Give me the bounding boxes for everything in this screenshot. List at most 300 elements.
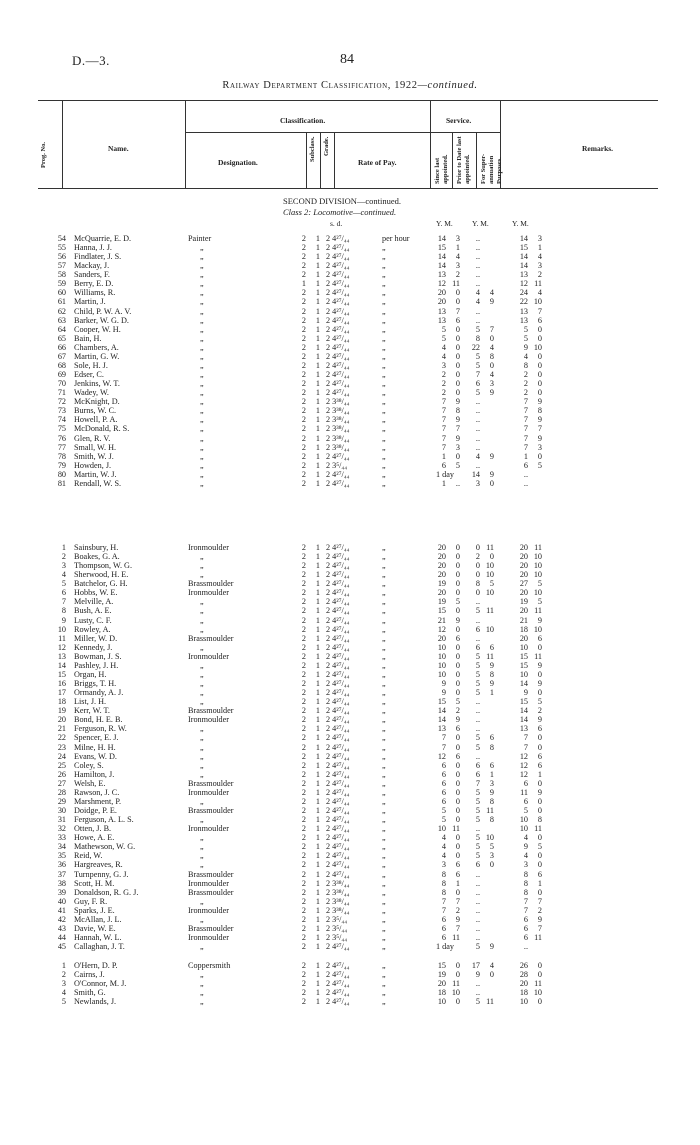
cell-designation: „	[200, 815, 204, 825]
cell-since-years: 9	[441, 688, 446, 698]
cell-grade: 1	[315, 833, 320, 843]
cell-subclass: 2	[301, 660, 306, 670]
cell-since-years: 6	[441, 933, 446, 942]
cell-prior-years: 4	[475, 288, 480, 298]
cell-since-years: 13	[437, 315, 446, 325]
cell-super-years: 7	[523, 406, 528, 416]
cell-designation: „	[200, 660, 204, 670]
cell-subclass: 2	[301, 842, 306, 852]
cell-super-months: 0	[537, 796, 542, 806]
cell-super-months: 9	[537, 715, 542, 725]
cell-super-months: 0	[537, 742, 542, 752]
cell-super-years: 14	[519, 706, 528, 716]
cell-subclass: 2	[301, 561, 306, 571]
cell-since-months: 0	[455, 787, 460, 797]
table-row	[0, 361, 700, 370]
cell-grade: 1	[315, 588, 320, 598]
cell-prior-years: 5	[475, 351, 480, 361]
header-superannuation: For Super-annuation Purposes.	[480, 153, 503, 184]
cell-super-years: 6	[523, 923, 528, 933]
cell-prior-years: 5	[475, 688, 480, 698]
cell-prior-years: ..	[475, 415, 480, 425]
cell-since-months: 0	[455, 451, 460, 461]
cell-subclass: 2	[301, 588, 306, 598]
table-row	[0, 851, 700, 860]
cell-name: Briggs, T. H.	[74, 679, 117, 689]
cell-prog-no: 23	[57, 742, 66, 752]
cell-prog-no: 24	[57, 751, 66, 761]
cell-prior-months: 9	[489, 942, 494, 952]
cell-rate: 2 3³⁸/₄₄	[326, 905, 350, 915]
cell-name: Bain, H.	[74, 333, 102, 343]
cell-rate: 2 4²⁷/₄₄	[326, 606, 350, 616]
cell-rate: 2 4²⁷/₄₄	[326, 360, 350, 370]
table-row	[0, 307, 700, 316]
cell-since-months: 0	[455, 887, 460, 897]
cell-since-months: 0	[455, 688, 460, 698]
cell-super-months: 6	[537, 760, 542, 770]
header-name: Name.	[108, 144, 129, 153]
cell-super-months: 7	[537, 896, 542, 906]
cell-since-years: 6	[441, 796, 446, 806]
cell-super-years: 20	[519, 561, 528, 571]
cell-rate-unit: „	[382, 270, 386, 280]
cell-rate-unit: „	[382, 660, 386, 670]
cell-super-months: 1	[537, 878, 542, 888]
cell-prior-years: 2	[475, 552, 480, 562]
cell-grade: 1	[315, 706, 320, 716]
cell-super-years: 15	[519, 651, 528, 661]
table-row	[0, 815, 700, 824]
cell-prog-no: 27	[57, 778, 66, 788]
table-row	[0, 715, 700, 724]
cell-subclass: 2	[301, 297, 306, 307]
cell-name: Chambers, A.	[74, 342, 119, 352]
cell-rate: 2 4²⁷/₄₄	[326, 315, 350, 325]
cell-rate-unit: „	[382, 543, 386, 552]
cell-name: Pashley, J. H.	[74, 660, 119, 670]
cell-designation: „	[200, 460, 204, 470]
rule-bottom	[38, 188, 658, 189]
cell-since-months: 0	[455, 624, 460, 634]
cell-prior-years: 6	[475, 379, 480, 389]
cell-subclass: 2	[301, 769, 306, 779]
cell-prog-no: 1	[61, 543, 66, 552]
cell-designation: Ironmoulder	[188, 905, 229, 915]
rule-v	[62, 100, 63, 188]
cell-since-years: 7	[441, 433, 446, 443]
cell-super-years: 18	[519, 988, 528, 998]
cell-prog-no: 4	[61, 570, 66, 580]
cell-grade: 1	[315, 733, 320, 743]
cell-prog-no: 76	[57, 433, 66, 443]
cell-since-years: 7	[441, 896, 446, 906]
cell-designation: „	[200, 624, 204, 634]
cell-rate-unit: „	[382, 379, 386, 389]
cell-super-years: 14	[519, 715, 528, 725]
cell-since-years: 1 day	[436, 469, 454, 479]
cell-super-years: 20	[519, 543, 528, 552]
cell-rate-unit: „	[382, 469, 386, 479]
cell-rate-unit: „	[382, 651, 386, 661]
cell-super-years: 2	[523, 370, 528, 380]
cell-prior-years: 4	[475, 297, 480, 307]
cell-since-months: 0	[455, 379, 460, 389]
cell-rate: 2 4²⁷/₄₄	[326, 851, 350, 861]
cell-grade: 1	[315, 942, 320, 952]
cell-super-months: 0	[537, 778, 542, 788]
cell-since-months: 11	[452, 824, 460, 834]
cell-designation: Brassmoulder	[188, 778, 234, 788]
cell-rate-unit: „	[382, 851, 386, 861]
division-text: SECOND DIVISION—continued.	[283, 196, 402, 206]
cell-rate-unit: „	[382, 442, 386, 452]
table-row	[0, 334, 700, 343]
cell-super-months: 0	[537, 851, 542, 861]
cell-designation: „	[200, 243, 204, 253]
cell-rate: 2 4²⁷/₄₄	[326, 270, 350, 280]
cell-designation: „	[200, 606, 204, 616]
cell-designation: „	[200, 306, 204, 316]
cell-prior-years: 5	[475, 742, 480, 752]
cell-rate: 2 3³⁸/₄₄	[326, 878, 350, 888]
cell-subclass: 2	[301, 478, 306, 488]
cell-prog-no: 11	[58, 633, 66, 643]
rule-v	[430, 100, 431, 188]
cell-super-years: 12	[519, 769, 528, 779]
cell-rate: 2 4²⁷/₄₄	[326, 261, 350, 271]
cell-prior-months: 10	[485, 624, 494, 634]
cell-since-years: 12	[437, 279, 446, 289]
cell-rate-unit: „	[382, 688, 386, 698]
cell-rate-unit: „	[382, 942, 386, 952]
cell-super-months: 6	[537, 633, 542, 643]
cell-subclass: 2	[301, 824, 306, 834]
cell-grade: 1	[315, 234, 320, 243]
cell-super-months: 0	[537, 997, 542, 1007]
cell-since-months: 0	[455, 297, 460, 307]
cell-grade: 1	[315, 923, 320, 933]
header-prior: Prior to Date last appointed.	[456, 136, 471, 184]
cell-designation: Coppersmith	[188, 961, 231, 970]
cell-name: Melville, A.	[74, 597, 114, 607]
cell-super-years: 10	[519, 642, 528, 652]
cell-name: Rawson, J. C.	[74, 787, 120, 797]
cell-super-months: 5	[537, 460, 542, 470]
cell-prior-years: 9	[475, 970, 480, 980]
cell-rate-unit: „	[382, 342, 386, 352]
cell-rate: 2 4²⁷/₄₄	[326, 824, 350, 834]
cell-prior-years: 4	[475, 451, 480, 461]
cell-name: Hanna, J. J.	[74, 243, 112, 253]
cell-prior-months: 11	[486, 651, 494, 661]
cell-name: O'Hern, D. P.	[74, 961, 118, 970]
cell-name: Mackay, J.	[74, 261, 110, 271]
cell-name: Sanders, F.	[74, 270, 110, 280]
cell-grade: 1	[315, 433, 320, 443]
table-row	[0, 860, 700, 869]
cell-rate: 2 4²⁷/₄₄	[326, 234, 350, 243]
table-row	[0, 588, 700, 597]
cell-grade: 1	[315, 815, 320, 825]
rule-v	[185, 100, 186, 188]
cell-rate-unit: „	[382, 751, 386, 761]
cell-since-years: 10	[437, 642, 446, 652]
cell-prior-years: ..	[475, 442, 480, 452]
cell-prog-no: 75	[57, 424, 66, 434]
table-row	[0, 870, 700, 879]
cell-super-months: 2	[537, 905, 542, 915]
cell-grade: 1	[315, 778, 320, 788]
cell-prog-no: 74	[57, 415, 66, 425]
cell-designation: „	[200, 688, 204, 698]
cell-since-months: 0	[455, 961, 460, 970]
cell-grade: 1	[315, 615, 320, 625]
cell-grade: 1	[315, 252, 320, 262]
cell-prog-no: 16	[57, 679, 66, 689]
cell-since-years: 13	[437, 724, 446, 734]
cell-prior-years: ..	[475, 706, 480, 716]
cell-designation: „	[200, 433, 204, 443]
cell-grade: 1	[315, 679, 320, 689]
cell-super-years: 8	[523, 878, 528, 888]
cell-prior-months: 6	[489, 642, 494, 652]
cell-rate: 2 4²⁷/₄₄	[326, 342, 350, 352]
cell-super-months: 2	[537, 706, 542, 716]
cell-since-months: 0	[455, 552, 460, 562]
cell-designation: „	[200, 851, 204, 861]
cell-super-months: 1	[537, 243, 542, 253]
cell-rate-unit: „	[382, 760, 386, 770]
cell-subclass: 2	[301, 997, 306, 1007]
cell-prior-years: 22	[471, 342, 480, 352]
cell-rate: 2 3⁵/₄₄	[326, 460, 348, 470]
cell-prior-months: 10	[485, 561, 494, 571]
cell-rate: 2 4²⁷/₄₄	[326, 760, 350, 770]
cell-grade: 1	[315, 478, 320, 488]
cell-subclass: 2	[301, 288, 306, 298]
cell-super-years: 5	[523, 806, 528, 816]
cell-prior-years: ..	[475, 306, 480, 316]
table-row	[0, 443, 700, 452]
cell-rate-unit: „	[382, 988, 386, 998]
cell-prior-years: 5	[475, 660, 480, 670]
table-row	[0, 661, 700, 670]
cell-rate-unit: „	[382, 806, 386, 816]
cell-prog-no: 22	[57, 733, 66, 743]
cell-name: Kerr, W. T.	[74, 706, 110, 716]
cell-since-years: 19	[437, 597, 446, 607]
cell-grade: 1	[315, 315, 320, 325]
cell-since-months: 3	[455, 234, 460, 243]
cell-designation: „	[200, 442, 204, 452]
table-row	[0, 779, 700, 788]
cell-subclass: 2	[301, 860, 306, 870]
cell-since-years: 20	[437, 570, 446, 580]
cell-name: Mathewson, W. G.	[74, 842, 136, 852]
cell-rate: 2 4²⁷/₄₄	[326, 769, 350, 779]
cell-super-years: 7	[523, 415, 528, 425]
cell-since-years: 19	[437, 970, 446, 980]
cell-prog-no: 58	[57, 270, 66, 280]
cell-super-months: 0	[537, 333, 542, 343]
cell-rate: 2 4²⁷/₄₄	[326, 243, 350, 253]
cell-rate-unit: „	[382, 351, 386, 361]
cell-subclass: 2	[301, 815, 306, 825]
cell-since-months: 10	[451, 988, 460, 998]
cell-grade: 1	[315, 415, 320, 425]
class-heading: Class 2: Locomotive—continued.	[283, 207, 397, 217]
cell-subclass: 2	[301, 270, 306, 280]
cell-prog-no: 81	[57, 478, 66, 488]
table-row	[0, 915, 700, 924]
cell-subclass: 1	[301, 279, 306, 289]
cell-rate-unit: „	[382, 869, 386, 879]
cell-prog-no: 66	[57, 342, 66, 352]
units-ym-1: Y. M.	[436, 219, 453, 228]
table-row	[0, 570, 700, 579]
table-row	[0, 697, 700, 706]
cell-since-months: 0	[455, 651, 460, 661]
cell-prior-years: ..	[475, 279, 480, 289]
cell-super-years: 20	[519, 552, 528, 562]
cell-subclass: 2	[301, 688, 306, 698]
cell-since-years: 10	[437, 660, 446, 670]
cell-prior-months: 9	[489, 388, 494, 398]
cell-rate: 2 4²⁷/₄₄	[326, 351, 350, 361]
cell-name: Sole, H. J.	[74, 360, 108, 370]
cell-since-months: 0	[455, 288, 460, 298]
cell-super-months: 8	[537, 815, 542, 825]
cell-name: Martin, G. W.	[74, 351, 120, 361]
cell-grade: 1	[315, 760, 320, 770]
table-row	[0, 806, 700, 815]
cell-subclass: 2	[301, 923, 306, 933]
cell-subclass: 2	[301, 669, 306, 679]
cell-grade: 1	[315, 660, 320, 670]
cell-super-years: 6	[523, 933, 528, 942]
page-number: 84	[340, 52, 354, 67]
cell-subclass: 2	[301, 942, 306, 952]
cell-designation: Ironmoulder	[188, 933, 229, 942]
cell-prog-no: 54	[57, 234, 66, 243]
cell-since-months: 0	[455, 760, 460, 770]
header-remarks: Remarks.	[582, 144, 614, 153]
cell-prior-years: 5	[475, 360, 480, 370]
cell-designation: Brassmoulder	[188, 806, 234, 816]
cell-prior-years: ..	[475, 615, 480, 625]
cell-subclass: 2	[301, 633, 306, 643]
cell-subclass: 2	[301, 261, 306, 271]
cell-prog-no: 70	[57, 379, 66, 389]
cell-super-years: 7	[523, 424, 528, 434]
cell-super-years: 15	[519, 660, 528, 670]
cell-super-years: 22	[519, 297, 528, 307]
cell-super-years: 13	[519, 270, 528, 280]
cell-rate: 2 3³⁸/₄₄	[326, 887, 350, 897]
cell-rate: 2 4²⁷/₄₄	[326, 869, 350, 879]
cell-subclass: 2	[301, 451, 306, 461]
cell-rate: 2 4²⁷/₄₄	[326, 370, 350, 380]
cell-designation: „	[200, 697, 204, 707]
cell-since-months: 6	[455, 869, 460, 879]
cell-super-months: 0	[537, 351, 542, 361]
cell-designation: „	[200, 833, 204, 843]
cell-super-years: 19	[519, 597, 528, 607]
cell-rate-unit: „	[382, 787, 386, 797]
cell-since-years: 15	[437, 697, 446, 707]
cell-designation: Brassmoulder	[188, 706, 234, 716]
cell-prog-no: 73	[57, 406, 66, 416]
cell-prog-no: 30	[57, 806, 66, 816]
cell-rate-unit: „	[382, 397, 386, 407]
cell-name: Callaghan, J. T.	[74, 942, 125, 952]
cell-super-years: 20	[519, 633, 528, 643]
page-title	[0, 80, 700, 91]
table-row	[0, 424, 700, 433]
cell-name: Smith, W. J.	[74, 451, 114, 461]
cell-rate: 2 4²⁷/₄₄	[326, 706, 350, 716]
cell-prior-years: 5	[475, 815, 480, 825]
cell-rate: 2 4²⁷/₄₄	[326, 624, 350, 634]
cell-grade: 1	[315, 451, 320, 461]
cell-rate-unit: „	[382, 887, 386, 897]
cell-prog-no: 19	[57, 706, 66, 716]
cell-rate-unit: „	[382, 833, 386, 843]
cell-since-months: 6	[455, 633, 460, 643]
cell-super-years: 12	[519, 279, 528, 289]
cell-since-months: 0	[455, 833, 460, 843]
cell-prog-no: 21	[57, 724, 66, 734]
cell-prog-no: 5	[61, 997, 66, 1007]
cell-subclass: 2	[301, 388, 306, 398]
cell-designation: „	[200, 406, 204, 416]
cell-rate: 2 4²⁷/₄₄	[326, 833, 350, 843]
cell-super-months: 0	[537, 388, 542, 398]
cell-prior-months: 5	[489, 842, 494, 852]
cell-prior-months: 8	[489, 742, 494, 752]
cell-rate-unit: „	[382, 697, 386, 707]
cell-super-months: 10	[533, 342, 542, 352]
cell-since-months: 0	[455, 669, 460, 679]
cell-grade: 1	[315, 324, 320, 334]
cell-since-years: 6	[441, 460, 446, 470]
cell-prog-no: 32	[57, 824, 66, 834]
cell-rate-unit: „	[382, 905, 386, 915]
cell-super-years: 26	[519, 961, 528, 970]
cell-name: Hargreaves, R.	[74, 860, 123, 870]
cell-prior-years: ..	[475, 234, 480, 243]
cell-subclass: 2	[301, 543, 306, 552]
table-row	[0, 888, 700, 897]
table-row	[0, 670, 700, 679]
cell-designation: „	[200, 397, 204, 407]
cell-rate-unit: „	[382, 624, 386, 634]
cell-since-years: 3	[441, 360, 446, 370]
cell-prior-months: 0	[489, 360, 494, 370]
cell-super-months: 4	[537, 252, 542, 262]
table-row	[0, 625, 700, 634]
cell-since-years: 13	[437, 306, 446, 316]
table-row	[0, 933, 700, 942]
cell-since-months: 2	[455, 270, 460, 280]
cell-super-months: 6	[537, 751, 542, 761]
cell-subclass: 2	[301, 961, 306, 970]
table-row	[0, 724, 700, 733]
cell-since-years: 20	[437, 979, 446, 989]
table-row	[0, 743, 700, 752]
cell-subclass: 2	[301, 651, 306, 661]
